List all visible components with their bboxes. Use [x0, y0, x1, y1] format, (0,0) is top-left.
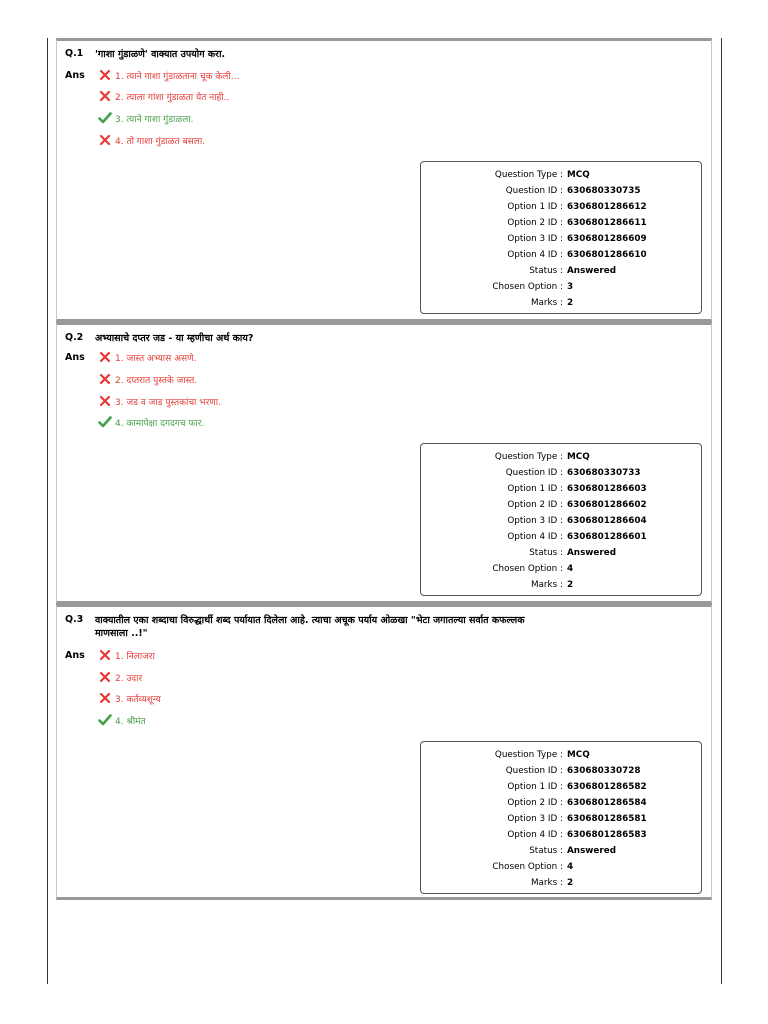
- question-id-value: 630680330735: [567, 186, 641, 196]
- option-1: [97, 350, 196, 364]
- info-key: Option 3 ID :: [507, 234, 563, 244]
- option4-id-value: 6306801286601: [567, 532, 647, 542]
- option3-id-value: 6306801286609: [567, 234, 647, 244]
- cross-icon: [97, 670, 113, 684]
- question-header: [65, 332, 555, 345]
- info-key: Status :: [529, 548, 563, 558]
- option3-id-value: 6306801286581: [567, 814, 647, 824]
- page-border-right: [721, 38, 722, 984]
- question-text: 'गाशा गुंडाळणे' वाक्यात उपयोग करा.: [95, 49, 226, 60]
- chosen-option-value: 4: [567, 862, 574, 872]
- info-key: Option 2 ID :: [507, 500, 563, 510]
- option-4: [97, 415, 204, 429]
- cross-icon: [97, 691, 113, 705]
- question-header: [65, 48, 555, 61]
- option1-id-value: 6306801286612: [567, 202, 647, 212]
- question-block-2: [56, 322, 712, 604]
- option-text: 3. त्याने गाशा गुंडाळला.: [115, 114, 194, 125]
- page-border-left: [47, 38, 48, 984]
- info-key: Option 4 ID :: [507, 532, 563, 542]
- info-key: Marks :: [530, 298, 563, 308]
- info-key: Option 2 ID :: [507, 218, 563, 228]
- question-text: अभ्यासाचे दप्तर जड - या म्हणीचा अर्थ काय?: [95, 333, 254, 344]
- marks-value: 2: [567, 580, 574, 590]
- info-key: Option 3 ID :: [507, 814, 563, 824]
- option-text: 2. उदार: [115, 673, 143, 684]
- question-number: Q.1: [65, 48, 84, 59]
- question-id-value: 630680330733: [567, 468, 641, 478]
- question-block-3: [56, 604, 712, 900]
- cross-icon: [97, 394, 113, 408]
- info-key: Chosen Option :: [492, 282, 563, 292]
- answer-label: Ans: [65, 352, 85, 363]
- answer-label: Ans: [65, 650, 85, 661]
- info-key: Option 3 ID :: [507, 516, 563, 526]
- option-text: 3. कर्तव्यशून्य: [115, 694, 161, 705]
- info-key: Marks :: [530, 878, 563, 888]
- chosen-option-value: 3: [567, 282, 574, 292]
- info-key: Option 4 ID :: [507, 830, 563, 840]
- marks-value: 2: [567, 878, 574, 888]
- info-key: Chosen Option :: [492, 862, 563, 872]
- option-2: [97, 372, 197, 386]
- option1-id-value: 6306801286582: [567, 782, 647, 792]
- cross-icon: [97, 68, 113, 82]
- status-value: Answered: [567, 266, 617, 276]
- cross-icon: [97, 372, 113, 386]
- question-header: [65, 614, 555, 640]
- option-4: [97, 133, 205, 147]
- info-key: Question Type :: [494, 750, 563, 760]
- info-key: Option 2 ID :: [507, 798, 563, 808]
- info-key: Option 1 ID :: [507, 484, 563, 494]
- info-key: Question ID :: [505, 468, 563, 478]
- option-text: 4. श्रीमंत: [115, 716, 146, 727]
- option-1: [97, 648, 155, 662]
- info-key: Status :: [529, 266, 563, 276]
- option-text: 2. दप्तरात पुस्तके जास्त.: [115, 375, 198, 386]
- info-key: Option 1 ID :: [507, 202, 563, 212]
- info-key: Status :: [529, 846, 563, 856]
- option2-id-value: 6306801286584: [567, 798, 647, 808]
- option-3: [97, 394, 221, 408]
- option-text: 4. तो गाशा गुंडाळत बसला.: [115, 136, 206, 147]
- option-text: 3. जड व जाड पुस्तकांचा भरणा.: [115, 397, 221, 408]
- option-3: [97, 691, 161, 705]
- info-key: Question ID :: [505, 186, 563, 196]
- check-icon: [97, 111, 113, 125]
- info-key: Question ID :: [505, 766, 563, 776]
- question-type-value: MCQ: [567, 750, 590, 760]
- check-icon: [97, 415, 113, 429]
- question-info-panel: [420, 161, 702, 314]
- question-info-panel: [420, 741, 702, 894]
- question-number: Q.2: [65, 332, 84, 343]
- cross-icon: [97, 89, 113, 103]
- question-number: Q.3: [65, 614, 84, 625]
- info-key: Marks :: [530, 580, 563, 590]
- option4-id-value: 6306801286610: [567, 250, 647, 260]
- question-type-value: MCQ: [567, 452, 590, 462]
- question-block-1: [56, 38, 712, 322]
- option-text: 1. त्याने गाशा गुंडाळताना चूक केली...: [115, 71, 240, 82]
- option-text: 1. निलाजरा: [115, 651, 155, 662]
- answer-label: Ans: [65, 70, 85, 81]
- cross-icon: [97, 133, 113, 147]
- check-icon: [97, 713, 113, 727]
- cross-icon: [97, 648, 113, 662]
- question-text: वाक्यातील एका शब्दाचा विरुद्धार्थी शब्द पर्यायात दिलेला आहे. त्याचा अचूक पर्याय ओळखा "भेटा जगातल्या सर्वात कफल्लक माणसाला ..!": [95, 615, 525, 639]
- question-info-panel: [420, 443, 702, 596]
- option-text: 1. जास्त अभ्यास असणे.: [115, 353, 197, 364]
- option1-id-value: 6306801286603: [567, 484, 647, 494]
- option-1: [97, 68, 239, 82]
- option-4: [97, 713, 146, 727]
- option-2: [97, 89, 229, 103]
- option-text: 2. त्याला गांशा गुंडाळता येत नाही..: [115, 92, 230, 103]
- status-value: Answered: [567, 548, 617, 558]
- option-text: 4. कामापेक्षा दगदगच फार.: [115, 418, 205, 429]
- option2-id-value: 6306801286611: [567, 218, 647, 228]
- option-2: [97, 670, 142, 684]
- option2-id-value: 6306801286602: [567, 500, 647, 510]
- question-type-value: MCQ: [567, 170, 590, 180]
- option4-id-value: 6306801286583: [567, 830, 647, 840]
- status-value: Answered: [567, 846, 617, 856]
- info-key: Option 1 ID :: [507, 782, 563, 792]
- cross-icon: [97, 350, 113, 364]
- option-3: [97, 111, 194, 125]
- info-key: Chosen Option :: [492, 564, 563, 574]
- question-id-value: 630680330728: [567, 766, 641, 776]
- info-key: Option 4 ID :: [507, 250, 563, 260]
- info-key: Question Type :: [494, 452, 563, 462]
- marks-value: 2: [567, 298, 574, 308]
- chosen-option-value: 4: [567, 564, 574, 574]
- option3-id-value: 6306801286604: [567, 516, 647, 526]
- info-key: Question Type :: [494, 170, 563, 180]
